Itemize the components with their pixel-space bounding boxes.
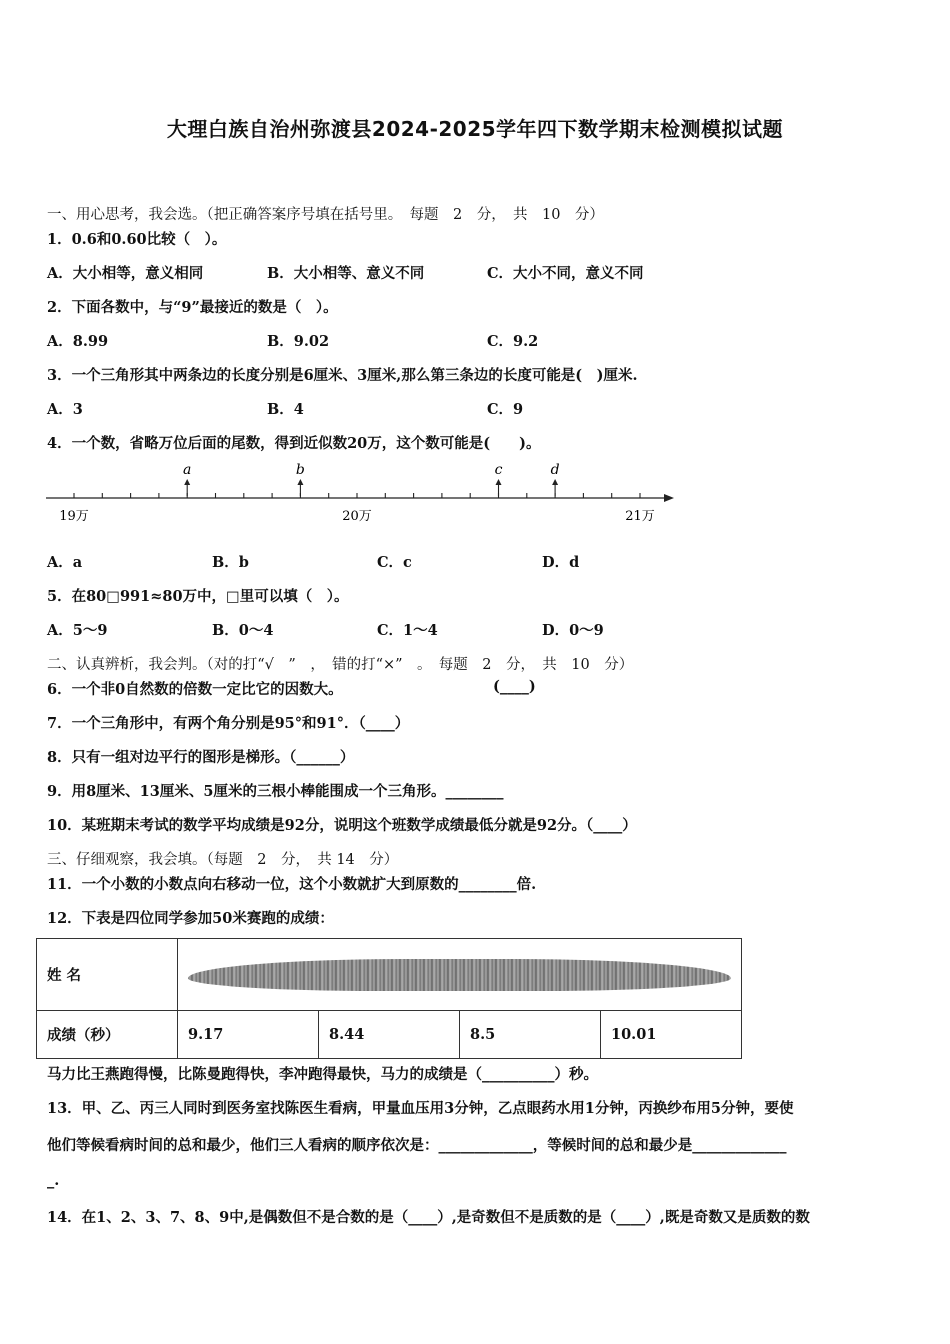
table-cell-names-obscured — [178, 939, 742, 1011]
table-cell-time: 8.44 — [319, 1011, 460, 1059]
number-line-point-arrow-icon — [297, 479, 303, 485]
number-line-point-label: c — [494, 462, 503, 478]
q13-line1: 13．甲、乙、丙三人同时到医务室找陈医生看病，甲量血压用3分钟，乙点眼药水用1分钟，丙换纱布用5分钟，要使 — [47, 1100, 794, 1117]
q3-option-b: B．4 — [267, 401, 304, 418]
q3-stem: 3．一个三角形其中两条边的长度分别是6厘米、3厘米,那么第三条边的长度可能是( )厘米. — [47, 367, 638, 384]
number-line-arrow-icon — [664, 494, 674, 502]
obscured-names-scribble — [188, 959, 731, 991]
q1-stem: 1．0.6和0.60比较（ ）。 — [47, 231, 227, 248]
q6-answer-blank[interactable]: (____) — [493, 678, 536, 695]
q5-option-b: B．0～4 — [212, 622, 274, 639]
number-line-point-label: b — [295, 462, 305, 478]
section2-header: 二、认真辨析，我会判。（对的打“√ ” ， 错的打“×” 。 每题 2 分， 共 10 分） — [47, 657, 634, 673]
number-line-point-arrow-icon — [552, 479, 558, 485]
q1-option-c: C．大小不同，意义不同 — [487, 265, 644, 282]
q1-option-a: A．大小相等，意义相同 — [47, 265, 204, 282]
q5-option-c: C．1～4 — [377, 622, 438, 639]
table-cell-time: 10.01 — [601, 1011, 742, 1059]
q2-option-a: A．8.99 — [47, 333, 109, 350]
q4-option-c: C．c — [377, 554, 412, 571]
table-row — [37, 939, 742, 1011]
q9-stem: 9．用8厘米、13厘米、5厘米的三根小棒能围成一个三角形。________ — [47, 783, 504, 800]
q12-stem: 12．下表是四位同学参加50米赛跑的成绩： — [47, 910, 334, 927]
section3-header: 三、仔细观察，我会填。（每题 2 分， 共 14 分） — [47, 852, 399, 868]
number-line-point-arrow-icon — [496, 479, 502, 485]
page-title: 大理白族自治州弥渡县2024-2025学年四下数学期末检测模拟试题 — [166, 117, 784, 141]
q4-option-d: D．d — [542, 554, 580, 571]
number-line-label-20wan: 20万 — [342, 509, 372, 524]
section1-header: 一、用心思考，我会选。（把正确答案序号填在括号里。 每题 2 分， 共 10 分） — [47, 207, 604, 223]
table-cell-time: 9.17 — [178, 1011, 319, 1059]
q3-option-c: C．9 — [487, 401, 524, 418]
number-line-point-label: d — [550, 462, 560, 478]
q10-stem: 10．某班期末考试的数学平均成绩是92分，说明这个班数学成绩最低分就是92分。（____） — [47, 817, 637, 834]
q12-followup: 马力比王燕跑得慢，比陈曼跑得快，李冲跑得最快，马力的成绩是（__________）秒。 — [47, 1066, 598, 1083]
q14-stem: 14．在1、2、3、7、8、9中,是偶数但不是合数的是（____）,是奇数但不是质数的是（____）,既是奇数又是质数的数 — [47, 1209, 810, 1226]
q3-option-a: A．3 — [47, 401, 83, 418]
q13-line3: _. — [47, 1172, 60, 1189]
race-results-table — [36, 938, 742, 1059]
q13-line2: 他们等候看病时间的总和最少，他们三人看病的顺序依次是：_____________，等候时间的总和最少是_____________ — [47, 1137, 787, 1154]
table-row — [37, 1011, 742, 1059]
number-line — [40, 455, 690, 530]
q2-stem: 2．下面各数中，与“9”最接近的数是（ ）。 — [47, 299, 338, 316]
number-line-label-19wan: 19万 — [59, 509, 89, 524]
number-line-point-label: a — [183, 462, 192, 478]
q1-option-b: B．大小相等、意义不同 — [267, 265, 425, 282]
q5-option-d: D．0～9 — [542, 622, 604, 639]
table-cell-time: 8.5 — [460, 1011, 601, 1059]
number-line-point-arrow-icon — [184, 479, 190, 485]
q6-stem: 6．一个非0自然数的倍数一定比它的因数大。 — [47, 681, 343, 698]
q2-option-c: C．9.2 — [487, 333, 539, 350]
table-cell-time-label: 成绩（秒） — [37, 1011, 178, 1059]
q4-option-b: B．b — [212, 554, 249, 571]
table-cell-name-label: 姓 名 — [37, 939, 178, 1011]
q11-stem: 11．一个小数的小数点向右移动一位，这个小数就扩大到原数的________倍. — [47, 876, 537, 893]
q2-option-b: B．9.02 — [267, 333, 330, 350]
q5-stem: 5．在80□991≈80万中，□里可以填（ ）。 — [47, 588, 349, 605]
q4-option-a: A．a — [47, 554, 83, 571]
q8-stem: 8．只有一组对边平行的图形是梯形。（______） — [47, 749, 355, 766]
q5-option-a: A．5～9 — [47, 622, 108, 639]
q4-stem: 4．一个数，省略万位后面的尾数，得到近似数20万，这个数可能是( )。 — [47, 435, 541, 452]
number-line-label-21wan: 21万 — [625, 509, 655, 524]
q7-stem: 7．一个三角形中，有两个角分别是95°和91°．（____） — [47, 715, 410, 732]
